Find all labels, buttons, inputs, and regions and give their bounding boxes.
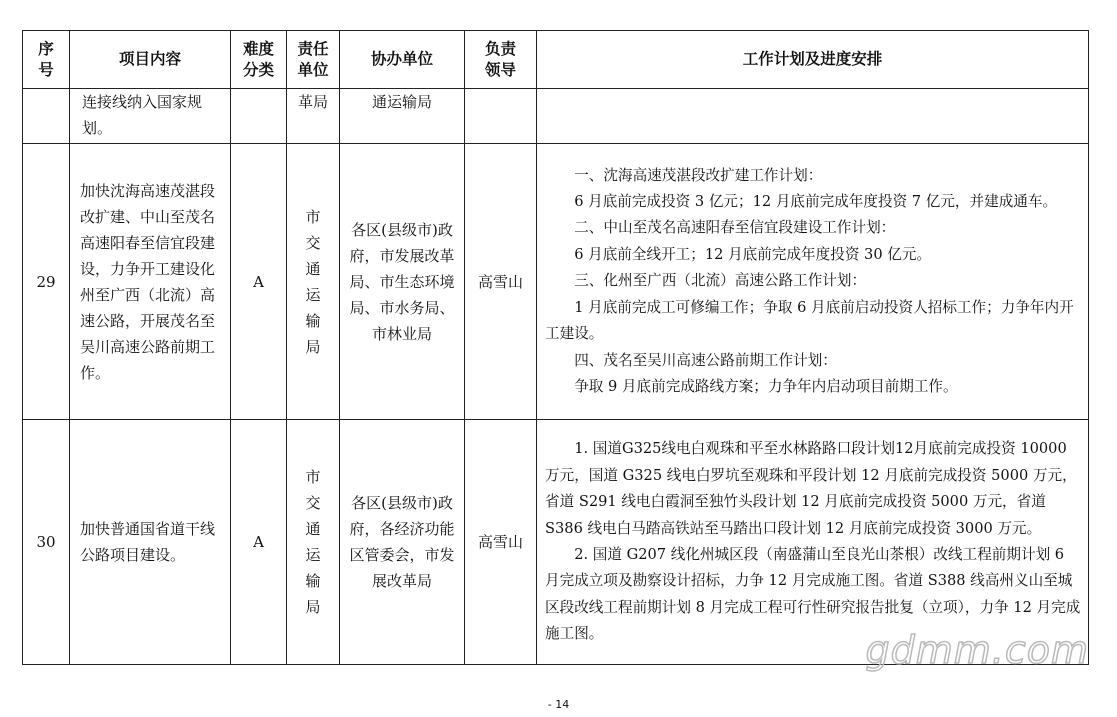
row-seq <box>23 89 70 144</box>
table-header-row <box>23 31 1089 89</box>
header-responsible: 责任单位 <box>287 31 340 89</box>
row-difficulty: A <box>231 144 287 420</box>
row-responsible: 革局 <box>287 89 340 144</box>
plan-line: 6 月底前完成投资 3 亿元；12 月底前完成年度投资 7 亿元，并建成通车。 <box>574 193 1058 211</box>
work-plan-table <box>22 30 1089 665</box>
plan-line: 三、化州至广西（北流）高速公路工作计划： <box>574 272 867 290</box>
plan-line: 6 月底前全线开工；12 月底前完成年度投资 30 亿元。 <box>574 245 932 263</box>
row-plan <box>537 89 1089 144</box>
plan-line: 二、中山至茂名高速阳春至信宜段建设工作计划： <box>574 219 896 237</box>
plan-line: 争取 9 月底前完成路线方案；力争年内启动项目前期工作。 <box>574 377 958 395</box>
row-difficulty <box>231 89 287 144</box>
row-responsible: 市交通运输局 <box>287 144 340 420</box>
row-content: 连接线纳入国家规划。 <box>70 89 231 144</box>
header-content: 项目内容 <box>70 31 231 89</box>
header-leader: 负责领导 <box>465 31 537 89</box>
table-row <box>23 89 1089 144</box>
row-assisting: 各区(县级市)政府，市发展改革局、市生态环境局、市水务局、市林业局 <box>340 144 465 420</box>
header-seq: 序号 <box>23 31 70 89</box>
header-difficulty: 难度分类 <box>231 31 287 89</box>
plan-line: 一、沈海高速茂湛段改扩建工作计划： <box>574 166 823 184</box>
plan-line: 四、茂名至吴川高速公路前期工作计划： <box>574 351 837 369</box>
plan-line: 2. 国道 G207 线化州城区段（南盛蒲山至良光山茶根）改线工程前期计划 6 月完成立项及勘察设计招标，力争 12 月完成施工图。省道 S388 线高州义山至城区段改线工程前期计划 8 月完成工程可行性研究报告批复（立项），力争 12 月完成施工图。 <box>545 546 1081 643</box>
row-content: 加快沈海高速茂湛段改扩建、中山至茂名高速阳春至信宜段建设，力争开工建设化州至广西（北流）高速公路，开展茂名至吴川高速公路前期工作。 <box>70 144 231 420</box>
header-plan: 工作计划及进度安排 <box>537 31 1089 89</box>
row-assisting: 通运输局 <box>340 89 465 144</box>
row-difficulty: A <box>231 420 287 665</box>
row-leader: 高雪山 <box>465 144 537 420</box>
row-assisting: 各区(县级市)政府，各经济功能区管委会，市发展改革局 <box>340 420 465 665</box>
row-plan <box>537 144 1089 420</box>
row-leader <box>465 89 537 144</box>
row-leader: 高雪山 <box>465 420 537 665</box>
row-content: 加快普通国省道干线公路项目建设。 <box>70 420 231 665</box>
row-seq: 29 <box>23 144 70 420</box>
page-number: - 14 <box>547 698 570 711</box>
plan-line: 1 月底前完成工可修编工作；争取 6 月底前启动投资人招标工作；力争年内开工建设。 <box>545 298 1074 343</box>
watermark: gdmm.com <box>865 628 1089 672</box>
header-assisting: 协办单位 <box>340 31 465 89</box>
row-seq: 30 <box>23 420 70 665</box>
table-row <box>23 144 1089 420</box>
row-responsible: 市交通运输局 <box>287 420 340 665</box>
plan-line: 1. 国道G325线电白观珠和平至水林路路口段计划12月底前完成投资 10000 万元，国道 G325 线电白罗坑至观珠和平段计划 12 月底前完成投资 5000 万元，省道 S291 线电白霞洞至独竹头段计划 12 月底前完成投资 5000 万元，省道 S386 线电白马踏高铁站至马踏出口段计划 12 月底前完成投资 3000 万元。 <box>545 440 1077 537</box>
